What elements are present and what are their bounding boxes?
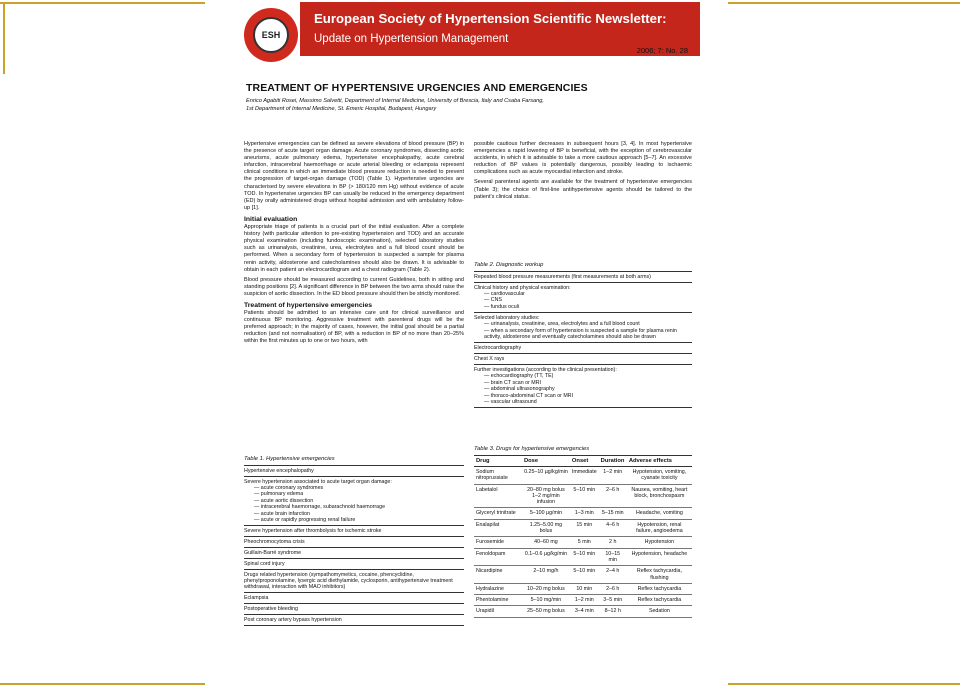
table-cell: 3–5 min: [599, 595, 627, 606]
table-cell: 5 min: [570, 537, 599, 548]
table-cell: Hypotension, vomiting, cyanate toxicity: [627, 467, 692, 485]
table-cell: Hypotension, headache: [627, 548, 692, 566]
table-cell: 5–10 mg/min: [522, 595, 570, 606]
table-cell: 2–10 mg/h: [522, 566, 570, 584]
table-row: Eclampsia: [244, 592, 464, 603]
list-item: — acute coronary syndromes: [254, 485, 324, 491]
article-title: TREATMENT OF HYPERTENSIVE URGENCIES AND EMERGENCIES: [246, 82, 588, 94]
newsletter-subtitle: Update on Hypertension Management: [314, 33, 509, 45]
table-cell: 2 h: [599, 537, 627, 548]
table-cell: 3–4 min: [570, 606, 599, 617]
table-cell: 5–100 µg/min: [522, 508, 570, 519]
table-row: Hypertensive encephalopathy: [244, 465, 464, 476]
right-paragraph-1: possible cautious further decreases in subsequent hours [3, 4]. In most hypertensive emergencies a rapid lowering of BP is beneficial, with the exception of cerebrovascular accidents, in which it is advisable to take a more cautious approach [5–7]. An excessive reduction of BP values is potentially dangerous, possibly leading to ischaemic complications such as acute myocardial infarction and stroke.: [474, 141, 692, 176]
table-row: [244, 476, 464, 525]
list-item: — when a secondary form of hypertension is suspected a sample for plasma renin activity, aldosterone and eventually catecholamines should also be drawn: [484, 327, 677, 341]
table-cell: 2–4 h: [599, 566, 627, 584]
drugs-table-body: [474, 467, 692, 618]
top-right-rule: [728, 2, 960, 4]
newsletter-title: European Society of Hypertension Scientific Newsletter:: [314, 11, 667, 26]
table-cell: 1.25–5.00 mg bolus: [522, 519, 570, 537]
bottom-left-rule: [0, 683, 205, 685]
list-item: — intracerebral haemorrage, subarachnoid haemorrage: [254, 504, 386, 511]
table-2: [474, 262, 692, 408]
initial-evaluation-paragraph: Appropriate triage of patients is a crucial part of the initial evaluation. After a complete history (with particular attention to pre-existing hypertension and TOD) and an accurate physical examination (including fundoscopic examination), selected laboratory studies such as urinanalysis, creatinine, urea, electrolytes and a full blood count should be performed. When a secondary form of hypertension is suspected a sample for plasma renin activity, aldosterone and catecholamines should also be drawn. It is advisable to obtain in each patient an electrocardiogram and a chest radiogram (Table 2).: [244, 224, 464, 273]
table-row: [474, 583, 692, 594]
table-row: Spinal cord injury: [244, 558, 464, 569]
list-item: — urinanalysis, creatinine, urea, electrolytes and a full blood count: [484, 321, 640, 328]
table-cell: 10–20 mg bolus: [522, 583, 570, 594]
list-item: — abdominal ultrasonography: [484, 386, 555, 393]
column-header: Onset: [570, 456, 599, 467]
issue-number: 2006; 7: No. 28: [636, 46, 688, 55]
table-cell: 1–3 min: [570, 508, 599, 519]
left-vertical-rule: [3, 2, 5, 74]
table-cell: 5–10 min: [570, 566, 599, 584]
table-cell: Sodium nitroprussiate: [474, 467, 522, 485]
table-cell: 5–10 min: [570, 484, 599, 508]
table-row: [474, 508, 692, 519]
column-header: Drug: [474, 456, 522, 467]
table-cell: 10 min: [570, 583, 599, 594]
esh-logo: [244, 8, 298, 62]
table-cell: 25–50 mg bolus: [522, 606, 570, 617]
table-cell: Urapidil: [474, 606, 522, 617]
table-cell: Enalapilat: [474, 519, 522, 537]
table-cell: Immediate: [570, 467, 599, 485]
table-cell: 2–6 h: [599, 484, 627, 508]
table-row-heading: Clinical history and physical examination:: [474, 285, 571, 291]
left-column: [244, 141, 464, 349]
table-cell: Fenoldopam: [474, 548, 522, 566]
table-cell: Reflex tachycardia: [627, 595, 692, 606]
right-paragraph-2: Several parenteral agents are available for the treatment of hypertensive emergencies (Table 3); the choice of first-line antihypertensive agents should be tailored to the patient's clinical status.: [474, 179, 692, 200]
table-row: Post coronary artery bypass hypertension: [244, 614, 464, 626]
column-header: Dose: [522, 456, 570, 467]
article-authors: [246, 97, 696, 113]
table-cell: Glyceryl trinitrate: [474, 508, 522, 519]
table-row: Chest X rays: [474, 353, 692, 364]
blood-pressure-paragraph: Blood pressure should be measured according to current Guidelines, both in sitting and standing positions [2]. A significant difference in BP between the two arms should raise the suspicion of aortic dissection. In the ED blood pressure should then be strictly monitored.: [244, 276, 464, 297]
list-item: — echocardiography (TT, TE): [484, 373, 554, 380]
list-item: — acute or rapidly progressing renal failure: [254, 517, 356, 524]
table-cell: Hypotension: [627, 537, 692, 548]
table-row: [474, 566, 692, 584]
right-column: [474, 141, 692, 204]
list-item: — acute brain infarction: [254, 510, 310, 517]
table-row: Electrocardiography: [474, 342, 692, 353]
table-cell: Reflex tachycardia: [627, 583, 692, 594]
table-cell: Nausea, vomiting, heart block, bronchospasm: [627, 484, 692, 508]
authors-line-2: 1st Department of Internal Medicine, St. Emeric Hospital, Budapest, Hungary: [246, 106, 437, 112]
treatment-paragraph: Patients should be admitted to an intensive care unit for clinical surveillance and continuous BP monitoring. Aggressive treatment with parenteral drugs will be the preferred approach; in the majority of cases, however, the initial goal should be a partial reduction (and not normalisation) of BP, with a reduction in BP of no more than 20–25% within the first minutes up to one or two hours, with: [244, 310, 464, 345]
table-cell: Hypotension, renal failure, angioedema: [627, 519, 692, 537]
table-1-caption: Table 1. Hypertensive emergencies: [244, 456, 335, 462]
table-cell: 1–2 min: [570, 595, 599, 606]
treatment-heading: Treatment of hypertensive emergencies: [244, 301, 373, 309]
table-row: Guillain-Barré syndrome: [244, 547, 464, 558]
table-row: Repeated blood pressure measurements (first measurements at both arms): [474, 271, 692, 282]
top-left-rule: [0, 2, 205, 4]
table-cell: Sedation: [627, 606, 692, 617]
intro-paragraph: Hypertensive emergencies can be defined as severe elevations of blood pressure (BP) in the presence of acute target organ damage. Acute coronary syndromes, dissecting aortic aneurisms, acute pulmonary edema, hypertensive encephalopathy, acute cerebral infarction, intracerebral haemorrhage or acute arterial bleeding or eclampsia represent clinical conditions in which an immediate blood pressure reduction is needed to prevent the progression of target-organ damage (TOD) (Table 1). Hypertensive urgencies are characterised by severe elevations in BP (> 180/120 mm Hg) without evidence of acute TOD. In hypertensive urgencies BP can usually be reduced in the emergency department (ED) by orally administered drugs without hospital admission and with ambulatory follow-up [1].: [244, 141, 464, 211]
list-item: — thoraco-abdominal CT scan or MRI: [484, 392, 574, 399]
table-row: [474, 364, 692, 408]
initial-evaluation-heading: Initial evaluation: [244, 215, 298, 223]
table-cell: 8–12 h: [599, 606, 627, 617]
table-2-caption: Table 2. Diagnostic workup: [474, 262, 544, 268]
drugs-table: [474, 455, 692, 618]
table-3: [474, 446, 692, 618]
table-cell: 1–2 min: [599, 467, 627, 485]
column-header: Duration: [599, 456, 627, 467]
table-3-caption: Table 3. Drugs for hypertensive emergencies: [474, 446, 590, 452]
bottom-right-rule: [728, 683, 960, 685]
authors-line-1: Enrico Agabiti Rosei, Massimo Salvetti, Department of Internal Medicine, University of Brescia, Italy and Csaba Farsang,: [246, 98, 544, 104]
table-cell: 2–6 h: [599, 583, 627, 594]
table-row: Drugs related hypertension (sympathomymetics, cocaine, phencyclidine, phenylproponolamine, lysergic acid diethylamide, cyclosporin, antihypertensive treatment withdrawal, interaction with MAO inhibitors): [244, 569, 464, 592]
list-item: — fundus oculi: [484, 303, 520, 310]
table-cell: Reflex tachycardia, flushing: [627, 566, 692, 584]
table-cell: Nicardipine: [474, 566, 522, 584]
table-row-heading: Further investigations (according to the clinical presentation):: [474, 367, 617, 374]
table-row: [474, 548, 692, 566]
newsletter-page: [232, 0, 700, 687]
list-item: — vascular ultrasound: [484, 399, 537, 406]
table-cell: Hydralazine: [474, 583, 522, 594]
list-item: — CNS: [484, 297, 502, 304]
table-row: [474, 595, 692, 606]
table-cell: Furosemide: [474, 537, 522, 548]
table-cell: 4–6 h: [599, 519, 627, 537]
column-header: Adverse effects: [627, 456, 692, 467]
table-row: Severe hypertension after thrombolysis for ischemic stroke: [244, 525, 464, 536]
table-cell: 0.1–0.6 µg/kg/min: [522, 548, 570, 566]
table-row: [474, 467, 692, 485]
table-row: [474, 282, 692, 312]
table-row: [474, 519, 692, 537]
table-row-heading: Selected laboratory studies:: [474, 315, 540, 322]
list-item: — acute aortic dissection: [254, 497, 314, 504]
table-row: [474, 484, 692, 508]
list-item: — pulmonary edema: [254, 491, 304, 498]
table-cell: 10–15 min: [599, 548, 627, 566]
table-row: [474, 312, 692, 342]
table-cell: 15 min: [570, 519, 599, 537]
table-row: Postoperative bleeding: [244, 603, 464, 614]
table-row: Pheochromocytoma crisis: [244, 536, 464, 547]
table-cell: Phentolamine: [474, 595, 522, 606]
table-cell: 0.25–10 µg/kg/min: [522, 467, 570, 485]
table-row: [474, 606, 692, 617]
table-cell: 5–15 min: [599, 508, 627, 519]
table-cell: 5–10 min: [570, 548, 599, 566]
list-item: — cardiovascular: [484, 291, 525, 297]
table-cell: Labetalol: [474, 484, 522, 508]
table-cell: 20–80 mg bolus 1–2 mg/min infusion: [522, 484, 570, 508]
table-row-heading: Severe hypertension associated to acute target organ damage:: [244, 479, 392, 485]
logo-text: ESH: [253, 17, 289, 53]
table-row: [474, 537, 692, 548]
table-cell: Headache, vomiting: [627, 508, 692, 519]
table-1: [244, 456, 464, 626]
table-cell: 40–60 mg: [522, 537, 570, 548]
list-item: — brain CT scan or MRI: [484, 379, 542, 386]
